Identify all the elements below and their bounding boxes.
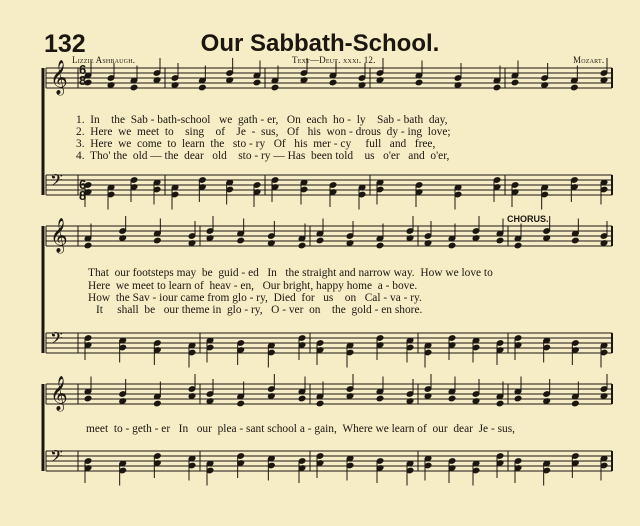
chorus-label: CHORUS. (507, 214, 549, 224)
verse-4-line: 4. Tho' the old — the dear old sto - ry — Has been told us o'er and o'er, (76, 150, 450, 162)
system2-verse-3-line: How the Sav - iour came from glo - ry, Died for us on Cal - va - ry. (88, 292, 422, 304)
time-signature-treble: 6 8 (79, 62, 87, 88)
verse-1-line: 1. In the Sab - bath-school we gath - er, On each ho - ly Sab - bath day, (76, 114, 448, 126)
svg-text:𝄞: 𝄞 (50, 376, 68, 411)
lyricist-credit: Lizzie Ashbaugh. (72, 55, 136, 65)
system2-verse-2-line: Here we meet to learn of heav - en, Our bright, happy home a - bove. (88, 280, 418, 292)
svg-text:𝄢: 𝄢 (50, 446, 63, 470)
time-signature-bass: 6 8 (79, 177, 87, 203)
system2-verse-1-line: That our footsteps may be guid - ed In the straight and narrow way. How we love to (88, 267, 493, 279)
verse-2-line: 2. Here we meet to sing of Je - sus, Of his won - drous dy - ing love; (76, 126, 451, 138)
svg-text:𝄞: 𝄞 (50, 218, 68, 253)
svg-text:𝄢: 𝄢 (50, 328, 63, 352)
system3-verse-line: meet to - geth - er In our plea - sant school a - gain, Where we learn of our dear Je - sus, (86, 423, 516, 435)
svg-text:𝄢: 𝄢 (50, 170, 63, 194)
system2-verse-4-line: It shall be our theme in glo - ry, O - ver on the gold - en shore. (96, 304, 423, 316)
scripture-reference: Text—Deut. xxxi. 12. (292, 55, 376, 65)
composer-credit: Mozart. (573, 55, 605, 65)
page-number: 132 (44, 30, 86, 58)
svg-text:𝄞: 𝄞 (50, 60, 68, 95)
hymn-title: Our Sabbath-School. (200, 30, 440, 57)
verse-3-line: 3. Here we come to learn the sto - ry Of his mer - cy full and free, (76, 138, 436, 150)
